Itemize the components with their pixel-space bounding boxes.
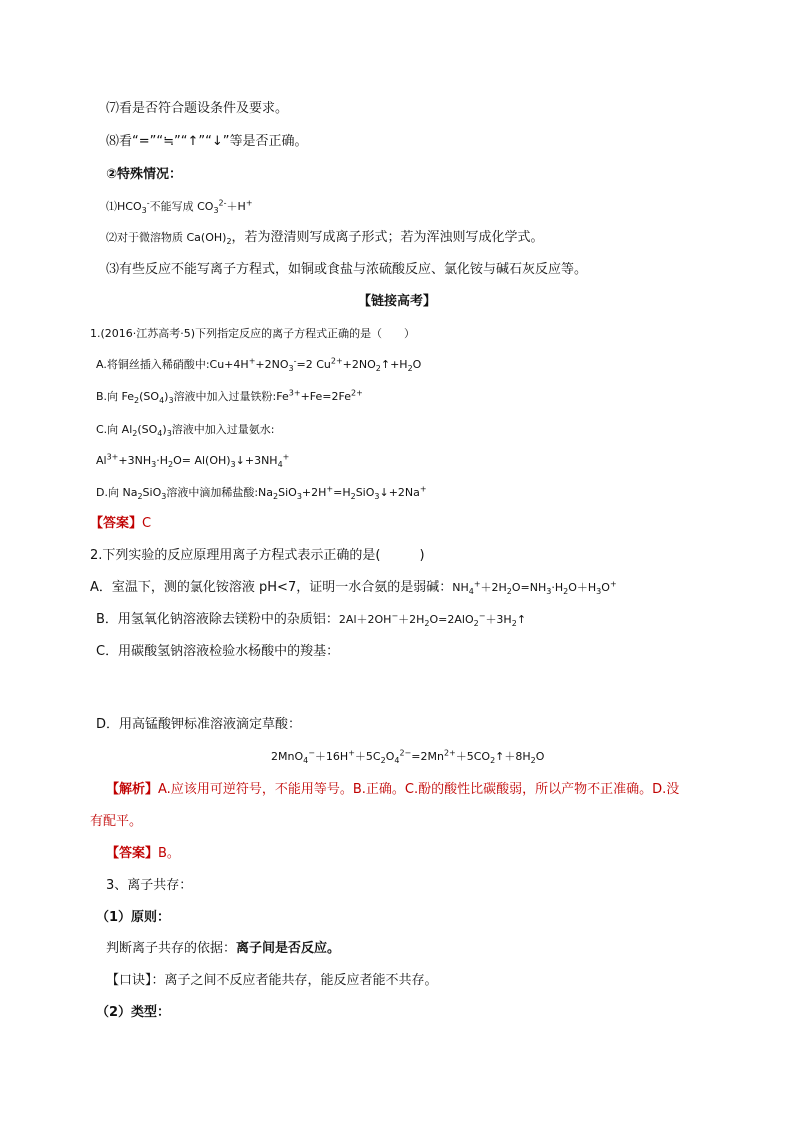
q1-answer: 【答案】C: [90, 516, 152, 531]
item-8: ⑻看“=”“≒”“↑”“↓”等是否正确。: [106, 134, 308, 149]
q2-option-c: C．用碳酸氢钠溶液检验水杨酸中的羧基：: [96, 644, 340, 659]
q2-stem: 2.下列实验的反应原理用离子方程式表示正确的是( ): [90, 548, 425, 563]
q2-option-b: B．用氢氧化钠溶液除去镁粉中的杂质铝：$2Al+2OH^-+2H_2O=2AlO_2^-+3H_2↑$: [96, 611, 527, 629]
special-heading: ②特殊情况：: [106, 167, 183, 182]
q1-option-b: B.向 $Fe_2(SO_4)_3$溶液中加入过量铁粉$:Fe^{3+}+Fe=2Fe^{2+}$: [96, 388, 363, 406]
special-1: $⑴HCO_3^-$不能写成 $CO_3^{2-}+H^+$: [106, 198, 253, 216]
q1-option-d: D.向 $Na_2SiO_3$溶液中滴加稀盐酸$:Na_2SiO_3+2H^+=H_2SiO_3↓+2Na^+$: [96, 484, 427, 502]
q1-stem: 1.(2016·江苏高考·5)下列指定反应的离子方程式正确的是（ ）: [90, 327, 416, 340]
item-7: ⑺看是否符合题设条件及要求。: [106, 101, 289, 116]
mnemonic: 【口诀】：离子之间不反应者能共存，能反应者能不共存。: [106, 973, 438, 988]
q2-analysis-line-2: 有配平。: [90, 814, 143, 829]
q2-analysis-line-1: 【解析】A.应该用可逆符号，不能用等号。B.正确。C.酚的酸性比碳酸弱，所以产物不正准确。D.没: [106, 782, 680, 797]
coexist-basis: 判断离子共存的依据：离子间是否反应。: [106, 941, 341, 956]
q2-answer: 【答案】B。: [106, 846, 180, 861]
q2-option-a: A．室温下，测的氯化铵溶液 pH<7，证明一水合氨的是弱碱：$NH_4^++2H_2O=NH_3\cdot H_2O+H_3O^+$: [90, 579, 617, 597]
q1-option-c: C.向 $Al_2(SO_4)_3$溶液中加入过量氨水:: [96, 423, 275, 439]
special-3: ⑶有些反应不能写离子方程式，如铜或食盐与浓硫酸反应、氯化铵与碱石灰反应等。: [106, 262, 588, 277]
section-title: 【链接高考】: [357, 294, 436, 309]
q2-option-d-equation: $2MnO_4^-+16H^++5C_2O_4^{2-}=2Mn^{2+}+5CO_2↑+8H_2O$: [271, 748, 545, 766]
q2-option-d: D．用高锰酸钾标准溶液滴定草酸：: [96, 717, 302, 732]
q1-option-c-equation: $Al^{3+}+3NH_3\cdot H_2O=$ $Al(OH)_3↓+3NH_4^+$: [96, 452, 290, 470]
special-2: ⑵对于微溶物质 $Ca(OH)_2$，若为澄清则写成离子形式；若为浑浊则写成化学式。: [106, 230, 544, 247]
types-heading: （2）类型：: [96, 1005, 171, 1020]
principle-heading: （1）原则：: [96, 910, 171, 925]
coexist-title: 3、离子共存：: [106, 878, 193, 893]
q1-option-a: A.将铜丝插入稀硝酸中$:Cu+4H^++2NO_3^-=2$ $Cu^{2+}+2NO_2↑+H_2O$: [96, 356, 422, 374]
